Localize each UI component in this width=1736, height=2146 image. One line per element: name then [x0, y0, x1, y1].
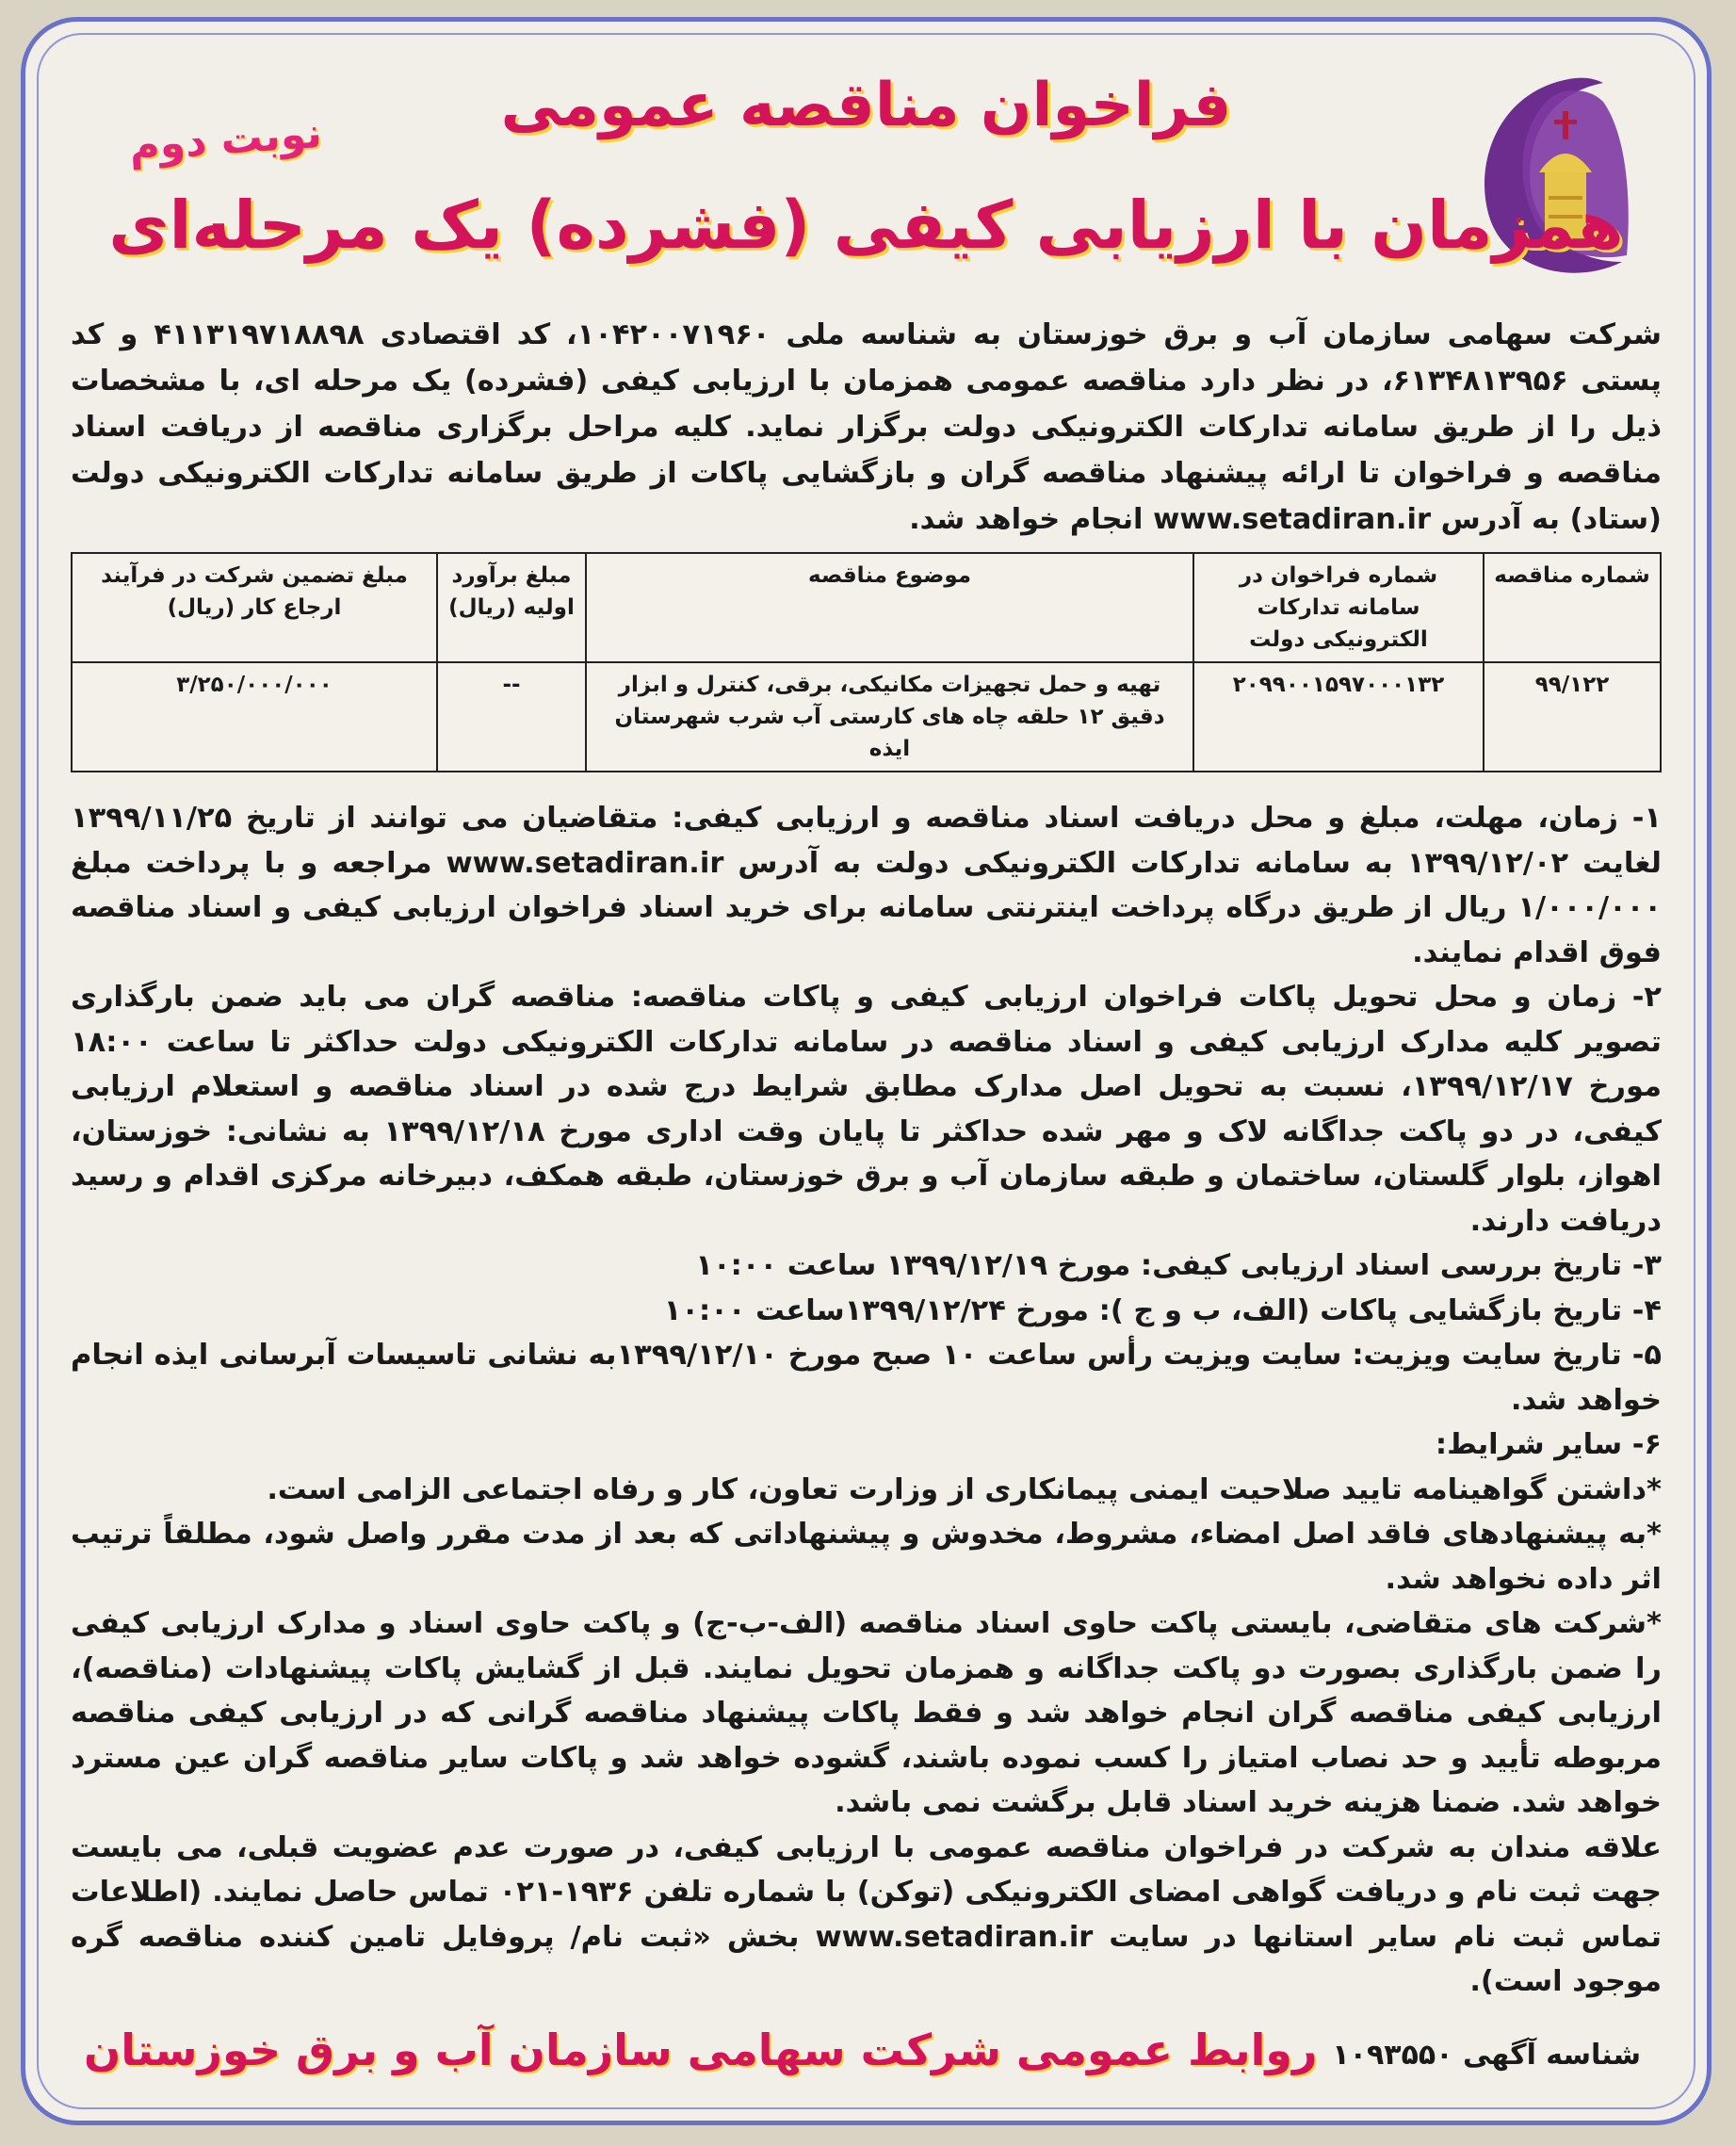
table-row: [72, 662, 1661, 772]
section-5: ۵- تاریخ سایت ویزیت: سایت ویزیت رأس ساعت ۱۰ صبح مورخ ۱۳۹۹/۱۲/۱۰به نشانی تاسیسات آبرسانی ایذه انجام خواهد شد.: [71, 1339, 1663, 1417]
header-call-number: شماره فراخوان در سامانه تدارکات الکترونیکی دولت: [1193, 553, 1484, 662]
section-1: ۱- زمان، مهلت، مبلغ و محل دریافت اسناد مناقصه و ارزیابی کیفی: متقاضیان می توانند از تاریخ ۱۳۹۹/۱۱/۲۵ لغایت ۱۳۹۹/۱۲/۰۲ به سامانه تدارکات الکترونیکی دولت به آدرس www.setadiran.ir مراجعه و با پرداخت مبلغ ۱/۰۰۰/۰۰۰ ریال از طریق درگاه پرداخت اینترنتی سامانه برای خرید اسناد فراخوان ارزیابی کیفی و اسناد مناقصه فوق اقدام نمایند.: [71, 802, 1662, 969]
intro-paragraph: شرکت سهامی سازمان آب و برق خوزستان به شناسه ملی ۱۰۴۲۰۰۷۱۹۶۰، کد اقتصادی ۴۱۱۳۱۹۷۱۸۸۹۸ و کد پستی ۶۱۳۴۸۱۳۹۵۶، در نظر دارد مناقصه عمومی همزمان با ارزیابی کیفی (فشرده) یک مرحله ای، با مشخصات ذیل را از طریق سامانه تدارکات الکترونیکی دولت برگزار نماید. کلیه مراحل برگزاری مناقصه از دریافت اسناد مناقصه و فراخوان تا ارائه پیشنهاد مناقصه گران و بازگشایی پاکات از طریق سامانه تدارکات الکترونیکی دولت (ستاد) به آدرس www.setadiran.ir انجام خواهد شد.: [71, 318, 1662, 536]
cell-tender-number: ۹۹/۱۲۲: [1484, 662, 1661, 772]
header-tender-number: شماره مناقصه: [1484, 553, 1661, 662]
condition-1: *داشتن گواهینامه تایید صلاحیت ایمنی پیمانکاری از وزارت تعاون، کار و رفاه اجتماعی الزامی است.: [267, 1472, 1662, 1506]
condition-3: *شرکت های متقاضی، بایستی پاکت حاوی اسناد مناقصه (الف-ب-ج) و پاکت حاوی اسناد و مدارک ارزیابی کیفی را ضمن بارگذاری بصورت دو پاکت جداگانه و همزمان تحویل نمایند. قبل از گشایش پاکات پیشنهادات (مناقصه)، ارزیابی کیفی مناقصه گران انجام خواهد شد و فقط پاکات پیشنهاد مناقصه گرانی که در ارزیابی کیفی مناقصه مربوطه تأیید و حد نصاب امتیاز را کسب نموده باشند، گشوده خواهد شد و پاکات سایر مناقصه گران عین مسترد خواهد شد. ضمنا هزینه خرید اسناد قابل برگشت نمی باشد.: [71, 1607, 1662, 1819]
tender-table: [71, 552, 1662, 772]
ad-id: شناسه آگهی ۱۰۹۳۵۵۰: [1332, 2039, 1641, 2072]
tender-notice-sheet: [21, 17, 1712, 2125]
header-guarantee: مبلغ تضمین شرکت در فرآیند ارجاع کار (ریال): [72, 553, 437, 662]
header-estimate: مبلغ برآورد اولیه (ریال): [437, 553, 586, 662]
cell-subject: تهیه و حمل تجهیزات مکانیکی، برقی، کنترل و ابزار دقیق ۱۲ حلقه چاه های کارستی آب شرب شهرستان ایذه: [586, 662, 1193, 772]
section-6: ۶- سایر شرایط:: [1435, 1428, 1662, 1461]
header-subject: موضوع مناقصه: [586, 553, 1193, 662]
section-4: ۴- تاریخ بازگشایی پاکات (الف، ب و ج ): مورخ ۱۳۹۹/۱۲/۲۴ساعت ۱۰:۰۰: [663, 1293, 1662, 1327]
condition-2: *به پیشنهادهای فاقد اصل امضاء، مشروط، مخدوش و پیشنهاداتی که بعد از مدت مقرر واصل شود، مطلقاً ترتیب اثر داده نخواهد شد.: [71, 1518, 1662, 1596]
conditions-section: [71, 796, 1662, 2005]
title-line-2: همزمان با ارزیابی کیفی (فشرده) یک مرحله‌ای: [108, 187, 1624, 264]
cell-call-number: ۲۰۹۹۰۰۱۵۹۷۰۰۰۱۳۲: [1193, 662, 1484, 772]
cell-estimate: --: [437, 662, 586, 772]
registration-note: علاقه مندان به شرکت در فراخوان مناقصه عمومی با ارزیابی کیفی، در صورت عدم عضویت قبلی، می بایست جهت ثبت نام و دریافت گواهی امضای الکترونیکی (توکن) با شماره تلفن ۱۹۳۶-۰۲۱ تماس حاصل نمایند. (اطلاعات تماس ثبت نام سایر استانها در سایت www.setadiran.ir بخش «ثبت نام/ پروفایل تامین کننده مناقصه گره موجود است).: [71, 1830, 1663, 1998]
section-2: ۲- زمان و محل تحویل پاکات فراخوان ارزیابی کیفی و پاکات مناقصه: مناقصه گران می باید ضمن بارگذاری تصویر کلیه مدارک ارزیابی کیفی و اسناد مناقصه در سامانه تدارکات الکترونیکی دولت حداکثر تا ساعت ۱۸:۰۰ مورخ ۱۳۹۹/۱۲/۱۷، نسبت به تحویل اصل مدارک مطابق شرایط درج شده در اسناد مناقصه و استعلام ارزیابی کیفی، در دو پاکت جداگانه لاک و مهر شده حداکثر تا پایان وقت اداری مورخ ۱۳۹۹/۱۲/۱۸ به نشانی: خوزستان، اهواز، بلوار گلستان، ساختمان و طبقه سازمان آب و برق خوزستان، طبقه همکف، دبیرخانه مرکزی اقدام و رسید دریافت دارند.: [71, 981, 1662, 1238]
section-3: ۳- تاریخ بررسی اسناد ارزیابی کیفی: مورخ ۱۳۹۹/۱۲/۱۹ ساعت ۱۰:۰۰: [695, 1249, 1662, 1282]
footer-organization: روابط عمومی شرکت سهامی سازمان آب و برق خوزستان: [84, 2024, 1318, 2075]
round-badge: نوبت دوم: [127, 108, 324, 171]
title-line-1: فراخوان مناقصه عمومی: [500, 71, 1232, 140]
table-header-row: [72, 553, 1661, 662]
intro-paragraph-block: [71, 312, 1662, 543]
cell-guarantee: ۳/۲۵۰/۰۰۰/۰۰۰: [72, 662, 437, 772]
